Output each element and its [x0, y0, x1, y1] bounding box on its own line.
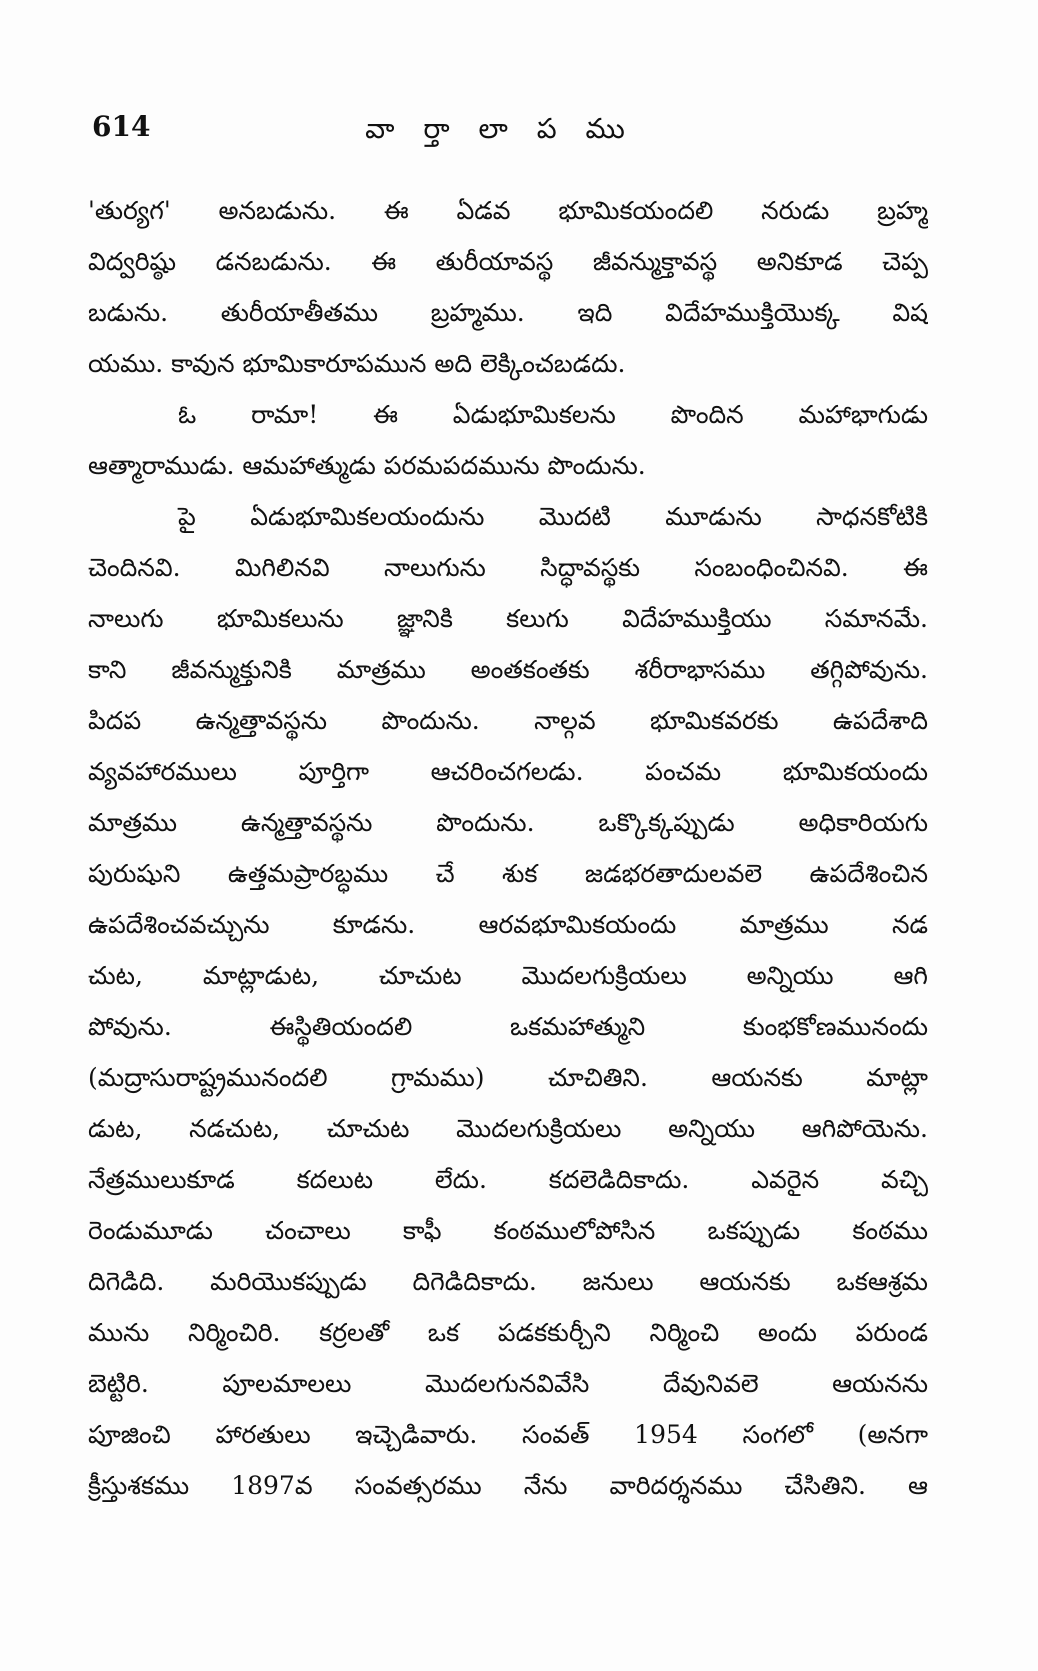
text-line: నాలుగు భూమికలును జ్ఞానికి కలుగు విదేహముక్తియు సమానమే. [88, 604, 928, 633]
page-number: 614 [92, 110, 151, 143]
text-line: చెందినవి. మిగిలినవి నాలుగును సిద్ధావస్థకు సంబంధించినవి. ఈ [88, 553, 928, 582]
running-title: వా ర్తా లా ప ము [365, 112, 635, 145]
text-line: ఆత్మారాముడు. ఆమహాత్ముడు పరమపదమును పొందును. [88, 451, 646, 480]
body-text [88, 185, 928, 1511]
text-line: పూజించి హారతులు ఇచ్చెడివారు. సంవత్ 1954 సంగలో (అనగా [88, 1420, 928, 1449]
text-line: మాత్రము ఉన్మత్తావస్థను పొందును. ఒక్కొక్కప్పుడు అధికారియగు [88, 808, 928, 837]
text-line: యము. కావున భూమికారూపమున అది లెక్కించబడదు. [88, 349, 626, 378]
text-line: ఉపదేశించవచ్చును కూడను. ఆరవభూమికయందు మాత్రము నడ [88, 910, 928, 939]
text-line: వ్యవహారములు పూర్తిగా ఆచరించగలడు. పంచమ భూమికయందు [88, 757, 928, 786]
text-line: చుట, మాట్లాడుట, చూచుట మొదలగుక్రియలు అన్నియు ఆగి [88, 961, 928, 990]
text-line: దిగెడిది. మరియొకప్పుడు దిగెడిదికాదు. జనులు ఆయనకు ఒకఆశ్రమ [88, 1267, 928, 1296]
text-line: మును నిర్మించిరి. కర్రలతో ఒక పడకకుర్చీని నిర్మించి అందు పరుండ [88, 1318, 928, 1347]
text-line: పిదప ఉన్మత్తావస్థను పొందును. నాల్గవ భూమికవరకు ఉపదేశాది [88, 706, 928, 735]
text-line: ఓ రామా! ఈ ఏడుభూమికలను పొందిన మహాభాగుడు [178, 400, 928, 429]
text-line: (మద్రాసురాష్ట్రమునందలి గ్రామము) చూచితిని. ఆయనకు మాట్లా [88, 1063, 928, 1092]
text-line: నేత్రములుకూడ కదలుట లేదు. కదలెడిదికాదు. ఎవరైన వచ్చి [88, 1165, 928, 1194]
text-line: కాని జీవన్ముక్తునికి మాత్రము అంతకంతకు శరీరాభాసము తగ్గిపోవును. [88, 655, 928, 684]
text-line: బెట్టిరి. పూలమాలలు మొదలగునవివేసి దేవునివలె ఆయనను [88, 1369, 928, 1398]
text-line: పోవును. ఈస్థితియందలి ఒకమహాత్ముని కుంభకోణమునందు [88, 1012, 928, 1041]
page-header [0, 110, 1038, 158]
text-line: 'తుర్యగ' అనబడును. ఈ ఏడవ భూమికయందలి నరుడు బ్రహ్మ [88, 196, 928, 225]
text-line: బడును. తురీయాతీతము బ్రహ్మము. ఇది విదేహముక్తియొక్క విష [88, 298, 928, 327]
text-line: క్రీస్తుశకము 1897వ సంవత్సరము నేను వారిదర్శనము చేసితిని. ఆ [88, 1471, 928, 1500]
text-line: విద్వరిష్ఠు డనబడును. ఈ తురీయావస్థ జీవన్ముక్తావస్థ అనికూడ చెప్ప [88, 247, 928, 276]
text-line: డుట, నడచుట, చూచుట మొదలగుక్రియలు అన్నియు ఆగిపోయెను. [88, 1114, 928, 1143]
text-line: పై ఏడుభూమికలయందును మొదటి మూడును సాధనకోటికి [178, 502, 928, 531]
text-line: రెండుమూడు చంచాలు కాఫీ కంఠములోపోసిన ఒకప్పుడు కంఠము [88, 1216, 928, 1245]
text-line: పురుషుని ఉత్తమప్రారబ్ధము చే శుక జడభరతాదులవలె ఉపదేశించిన [88, 859, 928, 888]
